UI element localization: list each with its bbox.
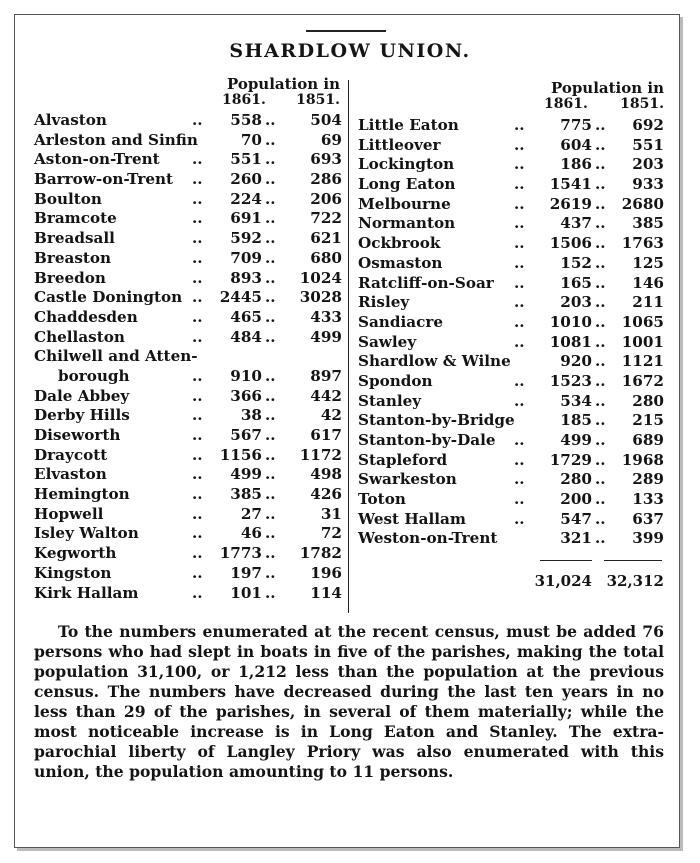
population-1851: 286 bbox=[310, 170, 342, 189]
leader-dots: .. bbox=[514, 253, 525, 272]
separator-dots: .. bbox=[265, 248, 276, 267]
population-1861: 1156 bbox=[219, 445, 262, 464]
table-row bbox=[358, 470, 666, 490]
population-1861: 1773 bbox=[219, 544, 262, 563]
table-row bbox=[34, 505, 344, 525]
separator-dots: .. bbox=[595, 509, 606, 528]
total-rule-1861 bbox=[540, 560, 592, 561]
population-1861: 437 bbox=[560, 214, 592, 233]
place-name: Sawley bbox=[358, 332, 417, 351]
place-name: Spondon bbox=[358, 371, 433, 390]
separator-dots: .. bbox=[595, 234, 606, 253]
table-row bbox=[34, 564, 344, 584]
separator-dots: .. bbox=[265, 111, 276, 129]
separator-dots: .. bbox=[595, 352, 606, 371]
place-name: West Hallam bbox=[358, 509, 466, 528]
place-name: Lockington bbox=[358, 155, 455, 174]
population-1861: 709 bbox=[230, 248, 262, 267]
population-1861: 1081 bbox=[549, 332, 592, 351]
population-1851: 897 bbox=[310, 366, 342, 385]
population-1861: 2619 bbox=[549, 194, 592, 213]
population-1861: 2445 bbox=[219, 288, 262, 307]
leader-dots: .. bbox=[192, 288, 203, 307]
population-1851: 206 bbox=[310, 189, 342, 208]
population-1851: 551 bbox=[632, 135, 664, 154]
table-row bbox=[34, 426, 344, 446]
place-name: Weston-on-Trent bbox=[358, 529, 498, 548]
population-1851: 442 bbox=[310, 386, 342, 405]
place-name: Chaddesden bbox=[34, 307, 138, 326]
place-name: Arleston and Sinfin bbox=[34, 130, 198, 149]
place-name: Shardlow & Wilne bbox=[358, 352, 511, 371]
leader-dots: .. bbox=[514, 175, 525, 194]
population-1851: 125 bbox=[632, 253, 664, 272]
population-1851: 680 bbox=[310, 248, 342, 267]
population-1861: 152 bbox=[560, 253, 592, 272]
population-1851: 72 bbox=[320, 524, 342, 543]
population-1851: 1782 bbox=[299, 544, 342, 563]
separator-dots: .. bbox=[265, 563, 276, 582]
separator-dots: .. bbox=[265, 327, 276, 346]
place-name: Melbourne bbox=[358, 194, 451, 213]
separator-dots: .. bbox=[265, 288, 276, 307]
population-1851: 1672 bbox=[621, 371, 664, 390]
population-1851: 722 bbox=[310, 209, 342, 228]
table-row bbox=[34, 584, 344, 604]
population-1861: 1523 bbox=[549, 371, 592, 390]
separator-dots: .. bbox=[265, 426, 276, 444]
population-label-right: Population in bbox=[550, 79, 664, 97]
leader-dots: .. bbox=[514, 312, 525, 331]
population-1851: 498 bbox=[310, 465, 342, 484]
population-1851: 3028 bbox=[299, 288, 342, 307]
population-1851: 114 bbox=[310, 583, 342, 602]
population-1851: 42 bbox=[320, 406, 342, 425]
table-row bbox=[34, 485, 344, 505]
population-1861: 1541 bbox=[549, 175, 592, 194]
table-row bbox=[358, 372, 666, 392]
separator-dots: .. bbox=[265, 485, 276, 504]
leader-dots: .. bbox=[192, 386, 203, 405]
place-name: Diseworth bbox=[34, 426, 121, 444]
table-row bbox=[358, 175, 666, 195]
leader-dots: .. bbox=[192, 248, 203, 267]
table-row bbox=[34, 347, 344, 367]
place-name: borough bbox=[58, 366, 130, 385]
population-1851: 211 bbox=[632, 293, 664, 312]
place-name: Risley bbox=[358, 293, 410, 312]
separator-dots: .. bbox=[265, 583, 276, 602]
table-row bbox=[34, 209, 344, 229]
leader-dots: .. bbox=[192, 229, 203, 248]
place-name: Breedon bbox=[34, 268, 106, 287]
table-row bbox=[34, 269, 344, 289]
population-1851: 215 bbox=[632, 411, 664, 430]
leader-dots: .. bbox=[192, 307, 203, 326]
left-table bbox=[34, 111, 344, 603]
population-1861: 499 bbox=[560, 431, 592, 449]
separator-dots: .. bbox=[595, 411, 606, 430]
population-1851: 1172 bbox=[299, 445, 342, 464]
separator-dots: .. bbox=[595, 450, 606, 469]
table-row bbox=[358, 451, 666, 471]
leader-dots: .. bbox=[192, 485, 203, 504]
population-1851: 933 bbox=[632, 175, 664, 194]
leader-dots: .. bbox=[514, 273, 525, 292]
place-name: Littleover bbox=[358, 135, 441, 154]
population-1851: 504 bbox=[310, 111, 342, 129]
population-1851: 1968 bbox=[621, 450, 664, 469]
leader-dots: .. bbox=[514, 194, 525, 213]
population-1851: 146 bbox=[632, 273, 664, 292]
place-name: Isley Walton bbox=[34, 524, 139, 543]
table-row bbox=[358, 510, 666, 530]
place-name: Kirk Hallam bbox=[34, 583, 139, 602]
leader-dots: .. bbox=[192, 504, 203, 523]
place-name: Barrow-on-Trent bbox=[34, 170, 174, 189]
table-row bbox=[34, 328, 344, 348]
population-1861: 27 bbox=[240, 504, 262, 523]
leader-dots: .. bbox=[514, 234, 525, 253]
separator-dots: .. bbox=[595, 371, 606, 390]
leader-dots: .. bbox=[514, 214, 525, 233]
table-row bbox=[358, 234, 666, 254]
total-rule-1851 bbox=[604, 560, 662, 561]
population-1851: 433 bbox=[310, 307, 342, 326]
table-row bbox=[358, 155, 666, 175]
population-1851: 692 bbox=[632, 116, 664, 134]
population-1861: 547 bbox=[560, 509, 592, 528]
commentary-paragraph bbox=[34, 622, 664, 782]
population-label-left: Population in bbox=[226, 75, 340, 93]
population-1851: 617 bbox=[310, 426, 342, 444]
population-1861: 604 bbox=[560, 135, 592, 154]
table-row bbox=[358, 274, 666, 294]
leader-dots: .. bbox=[192, 544, 203, 563]
table-row bbox=[358, 313, 666, 333]
leader-dots: .. bbox=[514, 135, 525, 154]
place-name: Hopwell bbox=[34, 504, 104, 523]
table-row bbox=[34, 190, 344, 210]
top-rule bbox=[306, 30, 386, 32]
population-1851: 289 bbox=[632, 470, 664, 489]
population-1861: 46 bbox=[240, 524, 262, 543]
separator-dots: .. bbox=[265, 189, 276, 208]
separator-dots: .. bbox=[595, 470, 606, 489]
separator-dots: .. bbox=[595, 312, 606, 331]
population-1861: 465 bbox=[230, 307, 262, 326]
population-1861: 558 bbox=[230, 111, 262, 129]
population-1851: 385 bbox=[632, 214, 664, 233]
separator-dots: .. bbox=[265, 465, 276, 484]
table-row bbox=[358, 352, 666, 372]
place-name: Castle Donington bbox=[34, 288, 183, 307]
population-1851: 133 bbox=[632, 490, 664, 509]
separator-dots: .. bbox=[265, 445, 276, 464]
population-1861: 567 bbox=[230, 426, 262, 444]
place-name: Long Eaton bbox=[358, 175, 456, 194]
place-name: Dale Abbey bbox=[34, 386, 130, 405]
population-1861: 38 bbox=[240, 406, 262, 425]
commentary-text: To the numbers enumerated at the recent census, must be added 76 persons who had slept in boats in five of the parishes, making the total population 31,100, or 1,212 less than the population at the previous census. The numbers have decreased during the last ten years in no less than 29 of the parishes, in several of them materially; while the most noticeable increase is in Long Eaton and Stanley. The extra-parochial liberty of Langley Priory was also enumerated with this union, the population amounting to 11 persons. bbox=[34, 622, 664, 781]
separator-dots: .. bbox=[265, 209, 276, 228]
place-name: Ockbrook bbox=[358, 234, 441, 253]
population-1851: 693 bbox=[310, 150, 342, 169]
leader-dots: .. bbox=[514, 332, 525, 351]
page-title: SHARDLOW UNION. bbox=[229, 40, 471, 62]
separator-dots: .. bbox=[265, 307, 276, 326]
place-name: Boulton bbox=[34, 189, 102, 208]
total-1851: 32,312 bbox=[606, 572, 664, 590]
population-1851: 621 bbox=[310, 229, 342, 248]
population-1851: 2680 bbox=[621, 194, 664, 213]
place-name: Hemington bbox=[34, 485, 130, 504]
separator-dots: .. bbox=[265, 268, 276, 287]
separator-dots: .. bbox=[265, 406, 276, 425]
population-1861: 551 bbox=[230, 150, 262, 169]
leader-dots: .. bbox=[192, 327, 203, 346]
place-name: Aston-on-Trent bbox=[34, 150, 160, 169]
place-name: Sandiacre bbox=[358, 312, 443, 331]
population-1861: 893 bbox=[230, 268, 262, 287]
table-row bbox=[34, 249, 344, 269]
population-1851: 1121 bbox=[621, 352, 664, 371]
leader-dots: .. bbox=[514, 490, 525, 509]
separator-dots: .. bbox=[595, 116, 606, 134]
year-1861-left: 1861. bbox=[222, 92, 266, 108]
table-row bbox=[358, 490, 666, 510]
population-1861: 910 bbox=[230, 366, 262, 385]
population-1851: 1065 bbox=[621, 312, 664, 331]
separator-dots: .. bbox=[265, 366, 276, 385]
population-1861: 385 bbox=[230, 485, 262, 504]
population-1861: 197 bbox=[230, 563, 262, 582]
place-name: Elvaston bbox=[34, 465, 107, 484]
population-1861: 1010 bbox=[549, 312, 592, 331]
table-row bbox=[34, 131, 344, 151]
separator-dots: .. bbox=[265, 524, 276, 543]
right-column-header bbox=[536, 80, 664, 112]
population-1851: 31 bbox=[320, 504, 342, 523]
separator-dots: .. bbox=[595, 214, 606, 233]
column-divider bbox=[348, 80, 349, 613]
separator-dots: .. bbox=[265, 130, 276, 149]
separator-dots: .. bbox=[265, 504, 276, 523]
leader-dots: .. bbox=[192, 209, 203, 228]
place-name: Alvaston bbox=[34, 111, 107, 129]
population-1861: 499 bbox=[230, 465, 262, 484]
population-1851: 196 bbox=[310, 563, 342, 582]
leader-dots: .. bbox=[192, 406, 203, 425]
population-1851: 689 bbox=[632, 431, 664, 449]
place-name: Kegworth bbox=[34, 544, 117, 563]
leader-dots: .. bbox=[514, 116, 525, 134]
leader-dots: .. bbox=[192, 426, 203, 444]
population-1861: 186 bbox=[560, 155, 592, 174]
separator-dots: .. bbox=[595, 273, 606, 292]
table-row bbox=[34, 308, 344, 328]
population-1861: 321 bbox=[560, 529, 592, 548]
population-1861: 165 bbox=[560, 273, 592, 292]
population-1851: 1024 bbox=[299, 268, 342, 287]
leader-dots: .. bbox=[514, 155, 525, 174]
separator-dots: .. bbox=[265, 544, 276, 563]
table-row bbox=[34, 367, 344, 387]
separator-dots: .. bbox=[595, 293, 606, 312]
table-row bbox=[34, 465, 344, 485]
leader-dots: .. bbox=[192, 465, 203, 484]
place-name: Osmaston bbox=[358, 253, 443, 272]
separator-dots: .. bbox=[265, 386, 276, 405]
table-row bbox=[358, 293, 666, 313]
leader-dots: .. bbox=[514, 509, 525, 528]
population-1861: 200 bbox=[560, 490, 592, 509]
population-1861: 101 bbox=[230, 583, 262, 602]
population-1861: 224 bbox=[230, 189, 262, 208]
place-name: Toton bbox=[358, 490, 406, 509]
population-1861: 260 bbox=[230, 170, 262, 189]
place-name: Stapleford bbox=[358, 450, 448, 469]
place-name: Little Eaton bbox=[358, 116, 459, 134]
separator-dots: .. bbox=[265, 170, 276, 189]
table-row bbox=[358, 214, 666, 234]
leader-dots: .. bbox=[192, 524, 203, 543]
separator-dots: .. bbox=[595, 194, 606, 213]
year-1851-right: 1851. bbox=[620, 96, 664, 112]
leader-dots: .. bbox=[192, 445, 203, 464]
table-row bbox=[34, 229, 344, 249]
population-1851: 1763 bbox=[621, 234, 664, 253]
population-1851: 203 bbox=[632, 155, 664, 174]
separator-dots: .. bbox=[595, 175, 606, 194]
table-row bbox=[34, 544, 344, 564]
table-row bbox=[358, 411, 666, 431]
population-1861: 1729 bbox=[549, 450, 592, 469]
table-row bbox=[358, 254, 666, 274]
population-1851: 1001 bbox=[621, 332, 664, 351]
table-row bbox=[34, 170, 344, 190]
population-1861: 203 bbox=[560, 293, 592, 312]
leader-dots: .. bbox=[192, 111, 203, 129]
place-name: Ratcliff-on-Soar bbox=[358, 273, 494, 292]
separator-dots: .. bbox=[595, 431, 606, 449]
place-name: Stanley bbox=[358, 391, 422, 410]
table-row bbox=[358, 529, 666, 549]
population-1861: 366 bbox=[230, 386, 262, 405]
right-table bbox=[358, 116, 666, 549]
leader-dots: .. bbox=[192, 189, 203, 208]
place-name: Breaston bbox=[34, 248, 112, 267]
population-1851: 426 bbox=[310, 485, 342, 504]
place-name: Chellaston bbox=[34, 327, 125, 346]
separator-dots: .. bbox=[595, 332, 606, 351]
leader-dots: .. bbox=[514, 450, 525, 469]
place-name: Bramcote bbox=[34, 209, 117, 228]
leader-dots: .. bbox=[514, 391, 525, 410]
leader-dots: .. bbox=[514, 293, 525, 312]
table-row bbox=[34, 150, 344, 170]
table-row bbox=[34, 288, 344, 308]
separator-dots: .. bbox=[595, 253, 606, 272]
population-1851: 280 bbox=[632, 391, 664, 410]
population-1851: 399 bbox=[632, 529, 664, 548]
population-1861: 534 bbox=[560, 391, 592, 410]
population-1851: 499 bbox=[310, 327, 342, 346]
table-row bbox=[34, 446, 344, 466]
population-1861: 920 bbox=[560, 352, 592, 371]
population-1851: 69 bbox=[320, 130, 342, 149]
table-row bbox=[34, 406, 344, 426]
table-row bbox=[358, 195, 666, 215]
leader-dots: .. bbox=[514, 470, 525, 489]
separator-dots: .. bbox=[595, 391, 606, 410]
population-1861: 592 bbox=[230, 229, 262, 248]
place-name: Chilwell and Atten- bbox=[34, 347, 198, 366]
table-row bbox=[358, 136, 666, 156]
place-name: Derby Hills bbox=[34, 406, 130, 425]
leader-dots: .. bbox=[192, 150, 203, 169]
population-1861: 185 bbox=[560, 411, 592, 430]
leader-dots: .. bbox=[514, 371, 525, 390]
separator-dots: .. bbox=[595, 490, 606, 509]
population-1861: 70 bbox=[240, 130, 262, 149]
population-1861: 280 bbox=[560, 470, 592, 489]
table-row bbox=[358, 431, 666, 451]
table-row bbox=[34, 524, 344, 544]
separator-dots: .. bbox=[265, 150, 276, 169]
leader-dots: .. bbox=[192, 366, 203, 385]
table-row bbox=[34, 387, 344, 407]
left-column-header bbox=[214, 76, 340, 108]
place-name: Breadsall bbox=[34, 229, 115, 248]
place-name: Draycott bbox=[34, 445, 108, 464]
leader-dots: .. bbox=[192, 170, 203, 189]
place-name: Stanton-by-Dale bbox=[358, 431, 496, 449]
leader-dots: .. bbox=[192, 583, 203, 602]
total-1861: 31,024 bbox=[534, 572, 592, 590]
place-name: Stanton-by-Bridge bbox=[358, 411, 515, 430]
year-1861-right: 1861. bbox=[544, 96, 588, 112]
population-1861: 484 bbox=[230, 327, 262, 346]
place-name: Swarkeston bbox=[358, 470, 457, 489]
year-1851-left: 1851. bbox=[296, 92, 340, 108]
leader-dots: .. bbox=[514, 431, 525, 449]
table-row bbox=[34, 111, 344, 131]
population-1851: 637 bbox=[632, 509, 664, 528]
table-row bbox=[358, 392, 666, 412]
separator-dots: .. bbox=[595, 529, 606, 548]
population-1861: 775 bbox=[560, 116, 592, 134]
separator-dots: .. bbox=[265, 229, 276, 248]
population-1861: 1506 bbox=[549, 234, 592, 253]
leader-dots: .. bbox=[192, 563, 203, 582]
leader-dots: .. bbox=[192, 268, 203, 287]
population-1861: 691 bbox=[230, 209, 262, 228]
separator-dots: .. bbox=[595, 135, 606, 154]
place-name: Normanton bbox=[358, 214, 456, 233]
separator-dots: .. bbox=[595, 155, 606, 174]
table-row bbox=[358, 333, 666, 353]
place-name: Kingston bbox=[34, 563, 112, 582]
table-row bbox=[358, 116, 666, 136]
